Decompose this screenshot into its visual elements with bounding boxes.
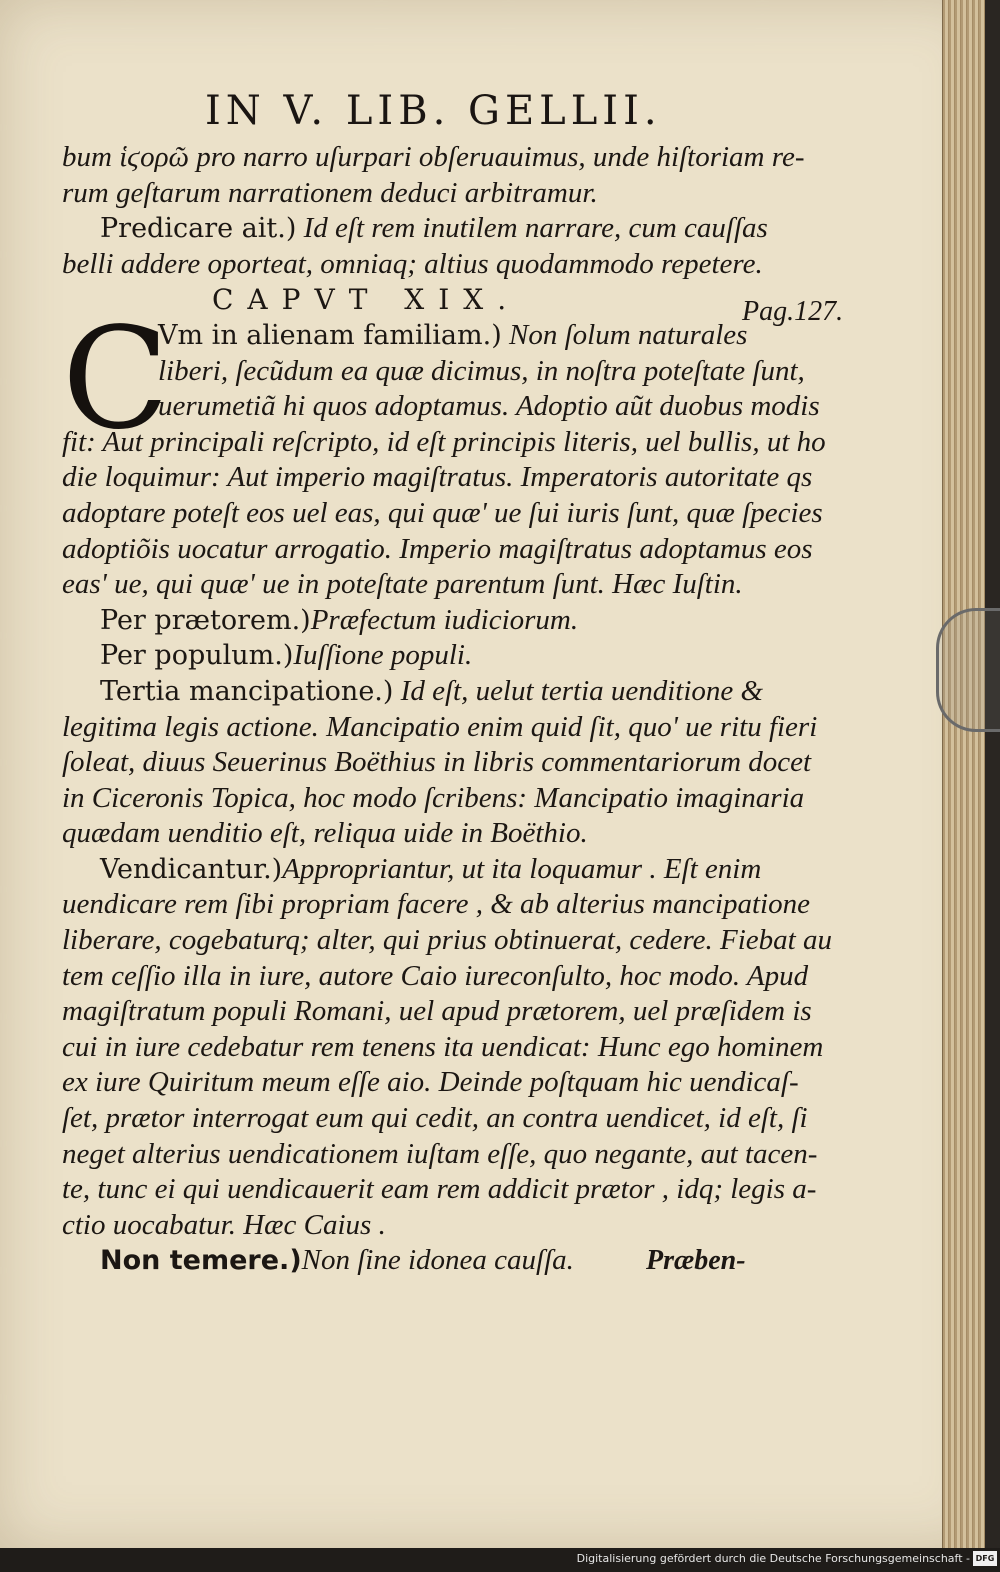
text-line [62, 211, 768, 247]
text-line [62, 674, 764, 710]
text-line: in Ciceronis Topica, hoc modo ſcribens: Mancipatio imaginaria [62, 781, 805, 814]
text-line: die loquimur: Aut imperio magiſtratus. Imperatoris autoritate qs [62, 461, 813, 494]
text-line: neget alterius uendicationem iuſtam eſſe, quo negante, aut tacen- [62, 1137, 818, 1170]
drop-cap-initial: C [62, 298, 170, 461]
text-line [62, 603, 752, 639]
text-line: magiſtratum populi Romani, uel apud prætorem, uel præſidem is [62, 995, 812, 1028]
text-line: rum geſtarum narrationem deduci arbitramur. [62, 176, 598, 209]
gloss: Non ſolum naturales [501, 318, 748, 351]
text-line: ex iure Quiritum meum eſſe aio. Deinde poſtquam hic uendicaſ- [62, 1066, 799, 1099]
text-line: fit: Aut principali reſcripto, id eſt principis literis, uel bullis, ut ho [62, 425, 826, 458]
lemma: Vendicantur.) [100, 853, 283, 885]
gloss: Non ſine idonea cauſſa. [301, 1244, 574, 1277]
text-line: ſoleat, diuus Seuerinus Boëthius in libris commentariorum docet [62, 746, 812, 779]
text-line: belli addere oporteat, omniaq; altius quodammodo repetere. [62, 247, 763, 280]
chapter-heading: CAPVT XIX. [212, 283, 521, 317]
catchword: Præben- [646, 1245, 746, 1276]
lemma: Per prætorem.) [100, 604, 311, 636]
dfg-logo: DFG [973, 1551, 997, 1566]
margin-page-reference: Pag.127. [742, 296, 844, 327]
lemma: Predicare ait.) [100, 213, 297, 245]
text-line: liberare, cogebaturq; alter, qui prius obtinuerat, cedere. Fiebat au [62, 924, 832, 957]
footer-bar [0, 1548, 1000, 1572]
lemma: Tertia mancipatione.) [100, 675, 394, 707]
text-line: liberi, ſecũdum ea quæ dicimus, in noſtra poteſtate ſunt, [158, 354, 805, 387]
text-line: uerumetiã hi quos adoptamus. Adoptio aũt duobus modis [158, 390, 820, 423]
text-line: te, tunc ei qui uendicauerit eam rem addicit prætor , idq; legis a- [62, 1173, 817, 1206]
bookmark-clip [936, 608, 1000, 732]
text-line: cui in iure cedebatur rem tenens ita uendicat: Hunc ego hominem [62, 1030, 824, 1063]
gloss: Iuſſione populi. [293, 639, 473, 672]
text-line: bum ἱϛορῶ pro narro uſurpari obſeruauimus, unde hiſtoriam re- [62, 141, 805, 173]
gloss: Id eſt, uelut tertia uenditione & [393, 674, 764, 707]
lemma: Non temere.) [100, 1245, 302, 1277]
gloss: Id eſt rem inutilem narrare, cum cauſſas [296, 212, 768, 245]
text-line [62, 852, 762, 888]
text-line: quædam uenditio eſt, reliqua uide in Boëthio. [62, 817, 588, 850]
funding-credit: Digitalisierung gefördert durch die Deutsche Forschungsgemeinschaft - [576, 1552, 970, 1565]
lemma: Per populum.) [100, 640, 294, 672]
running-head: IN V. LIB. GELLII. [205, 88, 662, 134]
text-line [62, 638, 752, 674]
lemma: Vm in alienam familiam.) [158, 319, 502, 351]
gloss: Appropriantur, ut ita loquamur . Eſt enim [282, 852, 762, 885]
text-line: ſet, prætor interrogat eum qui cedit, an contra uendicet, id eſt, ſi [62, 1102, 808, 1135]
text-line: tem ceſſio illa in iure, autore Caio iureconſulto, hoc modo. Apud [62, 959, 809, 992]
text-line: uendicare rem ſibi propriam facere , & ab alterius mancipatione [62, 888, 810, 921]
page-fore-edge [942, 0, 985, 1548]
text-line: adoptiõis uocatur arrogatio. Imperio magiſtratus adoptamus eos [62, 532, 813, 565]
text-line: legitima legis actione. Mancipatio enim quid ſit, quo' ue ritu fieri [62, 710, 818, 743]
gloss: Præfectum iudiciorum. [310, 603, 579, 636]
text-line: adoptare poteſt eos uel eas, qui quæ' ue ſui iuris ſunt, quæ ſpecies [62, 496, 823, 529]
text-line: ctio uocabatur. Hæc Caius . [62, 1208, 386, 1241]
text-line: eas' ue, qui quæ' ue in poteſtate parentum ſunt. Hæc Iuſtin. [62, 568, 743, 601]
